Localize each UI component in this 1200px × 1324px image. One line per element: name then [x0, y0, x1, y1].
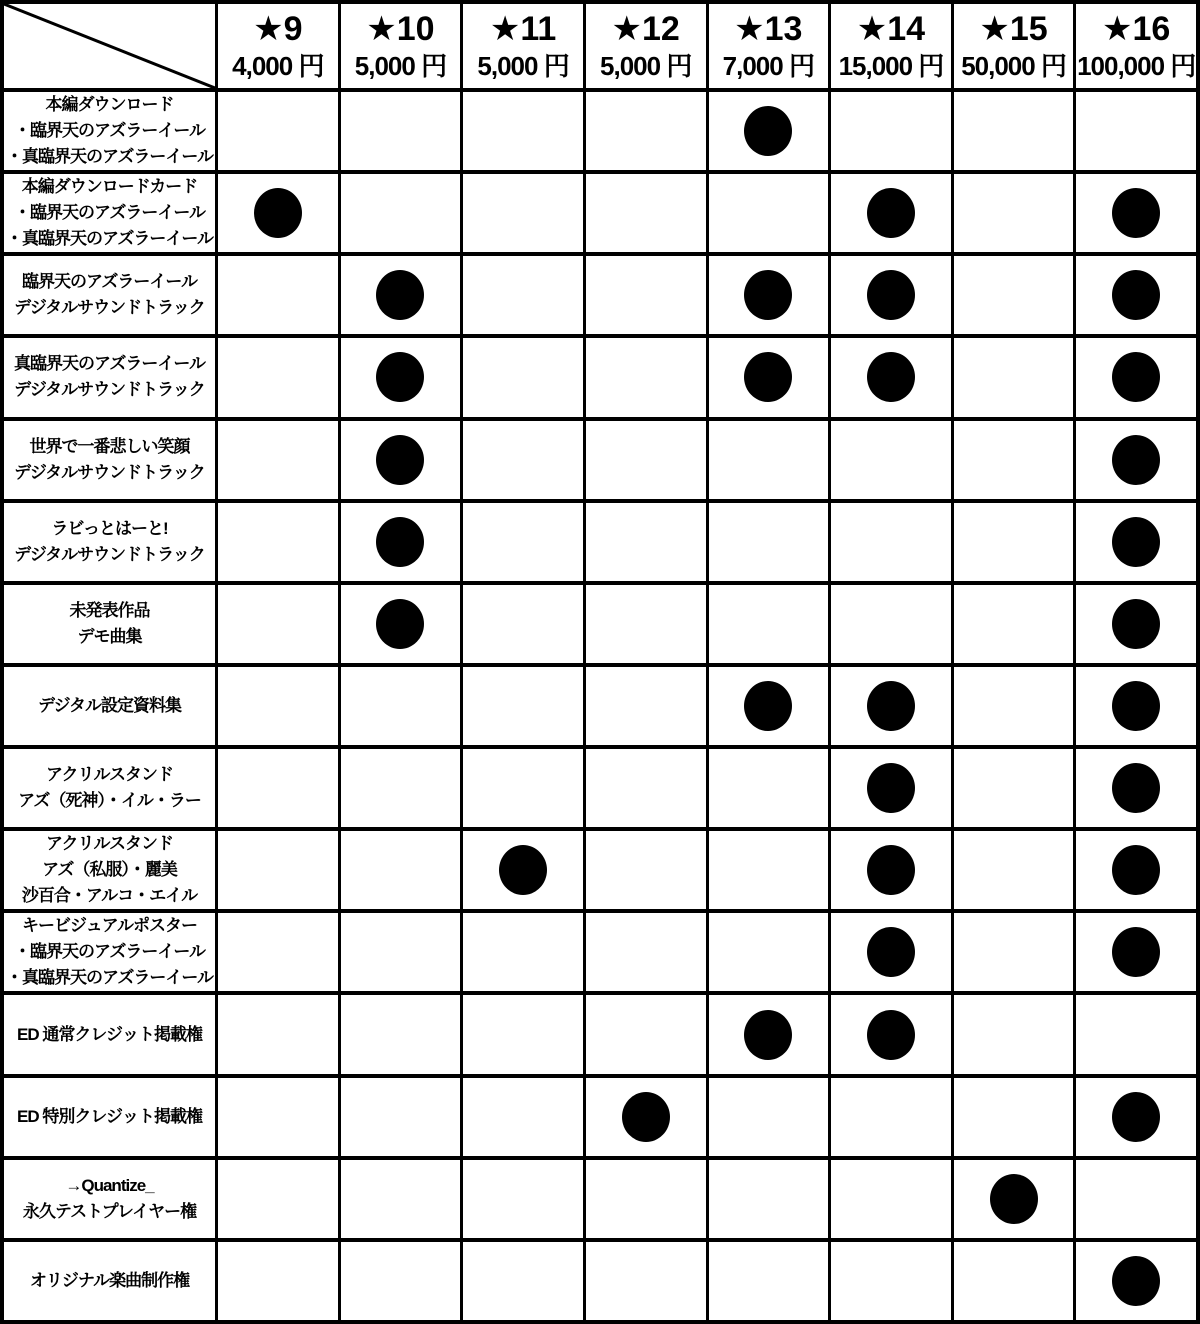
matrix-cell-r8-c4	[583, 663, 706, 745]
matrix-cell-r11-c2	[338, 909, 461, 991]
reward-row-label	[4, 991, 215, 1073]
reward-label-line: アズ（死神）・イル・ラー	[18, 791, 201, 811]
included-dot	[744, 681, 792, 731]
reward-label-line: 世界で一番悲しい笑顔	[29, 436, 190, 456]
tier-price-label: 15,000 円	[838, 51, 944, 81]
matrix-cell-r6-c8	[1073, 499, 1196, 581]
matrix-cell-r7-c8	[1073, 581, 1196, 663]
matrix-cell-r9-c8	[1073, 745, 1196, 827]
reward-label-line: オリジナル楽曲制作権	[29, 1270, 190, 1290]
matrix-cell-r4-c5	[706, 334, 829, 416]
reward-label-line: ・臨界天のアズラーイール	[14, 121, 205, 141]
matrix-cell-r2-c2	[338, 170, 461, 252]
matrix-cell-r4-c3	[460, 334, 583, 416]
matrix-cell-r12-c4	[583, 991, 706, 1073]
reward-row-label	[4, 909, 215, 991]
corner-cell	[4, 4, 215, 88]
matrix-cell-r10-c7	[951, 827, 1074, 909]
matrix-cell-r15-c4	[583, 1238, 706, 1320]
matrix-cell-r12-c1	[215, 991, 338, 1073]
included-dot	[1112, 517, 1160, 567]
matrix-cell-r4-c2	[338, 334, 461, 416]
included-dot	[744, 106, 792, 156]
tier-star-label: ★11	[489, 10, 557, 48]
reward-row-label	[4, 170, 215, 252]
included-dot	[1112, 435, 1160, 485]
matrix-cell-r11-c4	[583, 909, 706, 991]
matrix-cell-r6-c3	[460, 499, 583, 581]
matrix-cell-r8-c3	[460, 663, 583, 745]
matrix-cell-r8-c6	[828, 663, 951, 745]
matrix-cell-r12-c3	[460, 991, 583, 1073]
reward-row-label	[4, 827, 215, 909]
matrix-cell-r3-c3	[460, 252, 583, 334]
reward-label-line: →Quantize_	[65, 1175, 154, 1195]
reward-row-label	[4, 1074, 215, 1156]
included-dot	[1112, 270, 1160, 320]
matrix-cell-r9-c5	[706, 745, 829, 827]
matrix-cell-r9-c6	[828, 745, 951, 827]
included-dot	[1112, 845, 1160, 895]
included-dot	[990, 1174, 1038, 1224]
matrix-cell-r10-c8	[1073, 827, 1196, 909]
matrix-cell-r2-c3	[460, 170, 583, 252]
reward-label-line: ・真臨界天のアズラーイール	[6, 968, 213, 988]
included-dot	[867, 1010, 915, 1060]
matrix-cell-r13-c8	[1073, 1074, 1196, 1156]
reward-label-line: ED 特別クレジット掲載権	[17, 1106, 202, 1126]
matrix-cell-r12-c8	[1073, 991, 1196, 1073]
reward-row-label	[4, 745, 215, 827]
matrix-cell-r8-c7	[951, 663, 1074, 745]
reward-label-line: 未発表作品	[69, 600, 150, 620]
reward-label-line: 本編ダウンロードカード	[21, 177, 198, 197]
matrix-cell-r15-c2	[338, 1238, 461, 1320]
reward-label-line: デジタル設定資料集	[38, 695, 181, 715]
matrix-cell-r7-c2	[338, 581, 461, 663]
included-dot	[499, 845, 547, 895]
included-dot	[376, 270, 424, 320]
included-dot	[867, 845, 915, 895]
matrix-cell-r13-c3	[460, 1074, 583, 1156]
tier-price-label: 4,000 円	[232, 51, 324, 81]
matrix-cell-r12-c2	[338, 991, 461, 1073]
matrix-cell-r1-c3	[460, 88, 583, 170]
matrix-cell-r1-c6	[828, 88, 951, 170]
matrix-cell-r3-c1	[215, 252, 338, 334]
tier-star-label: ★9	[253, 10, 303, 48]
matrix-cell-r1-c2	[338, 88, 461, 170]
matrix-cell-r12-c7	[951, 991, 1074, 1073]
tier-header-star16	[1073, 4, 1196, 88]
matrix-cell-r15-c7	[951, 1238, 1074, 1320]
reward-label-line: ED 通常クレジット掲載権	[17, 1024, 202, 1044]
included-dot	[254, 188, 302, 238]
matrix-cell-r3-c5	[706, 252, 829, 334]
matrix-cell-r10-c1	[215, 827, 338, 909]
matrix-cell-r2-c1	[215, 170, 338, 252]
tier-header-star11	[460, 4, 583, 88]
tier-price-label: 5,000 円	[600, 51, 692, 81]
reward-label-line: ・臨界天のアズラーイール	[14, 203, 205, 223]
reward-label-line: デジタルサウンドトラック	[14, 298, 205, 318]
tier-header-star10	[338, 4, 461, 88]
matrix-cell-r15-c5	[706, 1238, 829, 1320]
matrix-cell-r3-c8	[1073, 252, 1196, 334]
matrix-cell-r3-c2	[338, 252, 461, 334]
matrix-cell-r7-c3	[460, 581, 583, 663]
tier-star-label: ★16	[1102, 10, 1171, 48]
tier-star-label: ★10	[366, 10, 435, 48]
matrix-cell-r6-c6	[828, 499, 951, 581]
matrix-cell-r9-c4	[583, 745, 706, 827]
matrix-cell-r13-c1	[215, 1074, 338, 1156]
tier-star-label: ★13	[734, 10, 803, 48]
matrix-cell-r6-c1	[215, 499, 338, 581]
included-dot	[1112, 1092, 1160, 1142]
matrix-cell-r7-c6	[828, 581, 951, 663]
reward-row-label	[4, 581, 215, 663]
matrix-cell-r2-c5	[706, 170, 829, 252]
matrix-cell-r5-c3	[460, 417, 583, 499]
matrix-cell-r7-c7	[951, 581, 1074, 663]
tier-header-star9	[215, 4, 338, 88]
matrix-cell-r12-c6	[828, 991, 951, 1073]
reward-label-line: デジタルサウンドトラック	[14, 380, 205, 400]
reward-row-label	[4, 252, 215, 334]
matrix-cell-r1-c5	[706, 88, 829, 170]
reward-label-line: デジタルサウンドトラック	[14, 544, 205, 564]
matrix-cell-r8-c2	[338, 663, 461, 745]
matrix-cell-r11-c3	[460, 909, 583, 991]
reward-row-label	[4, 417, 215, 499]
matrix-cell-r10-c4	[583, 827, 706, 909]
matrix-cell-r13-c5	[706, 1074, 829, 1156]
matrix-cell-r10-c5	[706, 827, 829, 909]
matrix-cell-r15-c6	[828, 1238, 951, 1320]
matrix-cell-r3-c7	[951, 252, 1074, 334]
matrix-cell-r13-c7	[951, 1074, 1074, 1156]
matrix-cell-r7-c4	[583, 581, 706, 663]
included-dot	[867, 270, 915, 320]
matrix-cell-r5-c4	[583, 417, 706, 499]
matrix-cell-r5-c1	[215, 417, 338, 499]
tier-star-label: ★12	[611, 10, 680, 48]
reward-label-line: ラビっとはーと!	[51, 518, 168, 538]
reward-row-label	[4, 1156, 215, 1238]
included-dot	[867, 188, 915, 238]
included-dot	[1112, 927, 1160, 977]
included-dot	[622, 1092, 670, 1142]
reward-label-line: ・臨界天のアズラーイール	[14, 942, 205, 962]
matrix-cell-r3-c4	[583, 252, 706, 334]
reward-label-line: 沙百合・アルコ・エイル	[21, 886, 198, 906]
matrix-cell-r5-c8	[1073, 417, 1196, 499]
matrix-cell-r14-c4	[583, 1156, 706, 1238]
included-dot	[867, 352, 915, 402]
reward-label-line: 本編ダウンロード	[45, 95, 174, 115]
included-dot	[744, 270, 792, 320]
included-dot	[376, 435, 424, 485]
included-dot	[744, 352, 792, 402]
matrix-cell-r6-c5	[706, 499, 829, 581]
matrix-cell-r1-c7	[951, 88, 1074, 170]
matrix-cell-r4-c7	[951, 334, 1074, 416]
matrix-cell-r1-c1	[215, 88, 338, 170]
included-dot	[867, 681, 915, 731]
included-dot	[1112, 188, 1160, 238]
reward-label-line: 臨界天のアズラーイール	[22, 272, 197, 292]
matrix-cell-r11-c8	[1073, 909, 1196, 991]
included-dot	[376, 599, 424, 649]
matrix-cell-r14-c5	[706, 1156, 829, 1238]
reward-label-line: デジタルサウンドトラック	[14, 462, 205, 482]
reward-row-label	[4, 499, 215, 581]
matrix-cell-r14-c3	[460, 1156, 583, 1238]
matrix-cell-r14-c7	[951, 1156, 1074, 1238]
included-dot	[1112, 763, 1160, 813]
matrix-cell-r4-c1	[215, 334, 338, 416]
reward-label-line: ・真臨界天のアズラーイール	[6, 229, 213, 249]
matrix-cell-r9-c3	[460, 745, 583, 827]
included-dot	[1112, 681, 1160, 731]
tier-star-label: ★14	[856, 10, 926, 48]
matrix-cell-r3-c6	[828, 252, 951, 334]
reward-label-line: ・真臨界天のアズラーイール	[6, 147, 213, 167]
tier-header-star14	[828, 4, 951, 88]
reward-row-label	[4, 663, 215, 745]
reward-label-line: 真臨界天のアズラーイール	[14, 354, 205, 374]
matrix-cell-r13-c6	[828, 1074, 951, 1156]
matrix-cell-r6-c2	[338, 499, 461, 581]
matrix-cell-r8-c8	[1073, 663, 1196, 745]
matrix-cell-r14-c1	[215, 1156, 338, 1238]
diagonal-line	[4, 4, 215, 88]
matrix-cell-r14-c2	[338, 1156, 461, 1238]
matrix-cell-r15-c8	[1073, 1238, 1196, 1320]
matrix-cell-r10-c2	[338, 827, 461, 909]
matrix-cell-r15-c1	[215, 1238, 338, 1320]
matrix-cell-r11-c7	[951, 909, 1074, 991]
matrix-cell-r5-c2	[338, 417, 461, 499]
matrix-cell-r5-c5	[706, 417, 829, 499]
matrix-cell-r15-c3	[460, 1238, 583, 1320]
matrix-cell-r2-c7	[951, 170, 1074, 252]
matrix-cell-r1-c8	[1073, 88, 1196, 170]
matrix-cell-r6-c7	[951, 499, 1074, 581]
matrix-cell-r6-c4	[583, 499, 706, 581]
matrix-cell-r8-c5	[706, 663, 829, 745]
tier-price-label: 5,000 円	[354, 51, 447, 81]
included-dot	[867, 763, 915, 813]
matrix-cell-r7-c1	[215, 581, 338, 663]
matrix-cell-r5-c6	[828, 417, 951, 499]
included-dot	[867, 927, 915, 977]
reward-label-line: アズ（私服）・麗美	[42, 860, 177, 880]
matrix-cell-r10-c3	[460, 827, 583, 909]
matrix-cell-r5-c7	[951, 417, 1074, 499]
reward-row-label	[4, 1238, 215, 1320]
matrix-cell-r13-c2	[338, 1074, 461, 1156]
included-dot	[744, 1010, 792, 1060]
tier-header-star12	[583, 4, 706, 88]
matrix-cell-r14-c6	[828, 1156, 951, 1238]
matrix-cell-r4-c6	[828, 334, 951, 416]
reward-label-line: アクリルスタンド	[46, 765, 173, 785]
tier-price-label: 50,000 円	[961, 51, 1066, 81]
matrix-cell-r9-c2	[338, 745, 461, 827]
included-dot	[1112, 599, 1160, 649]
tier-price-label: 7,000 円	[722, 51, 814, 81]
matrix-cell-r11-c6	[828, 909, 951, 991]
matrix-cell-r2-c4	[583, 170, 706, 252]
matrix-cell-r4-c4	[583, 334, 706, 416]
reward-label-line: アクリルスタンド	[46, 834, 173, 854]
matrix-cell-r2-c8	[1073, 170, 1196, 252]
included-dot	[376, 352, 424, 402]
tier-price-label: 100,000 円	[1077, 51, 1196, 81]
matrix-cell-r11-c5	[706, 909, 829, 991]
reward-row-label	[4, 334, 215, 416]
tier-star-label: ★15	[979, 10, 1048, 48]
matrix-cell-r1-c4	[583, 88, 706, 170]
reward-label-line: 永久テストプレイヤー権	[22, 1201, 197, 1221]
reward-row-label	[4, 88, 215, 170]
matrix-cell-r10-c6	[828, 827, 951, 909]
reward-label-line: デモ曲集	[77, 626, 142, 646]
matrix-cell-r12-c5	[706, 991, 829, 1073]
tier-header-star13	[706, 4, 829, 88]
included-dot	[1112, 1256, 1160, 1306]
matrix-cell-r9-c1	[215, 745, 338, 827]
matrix-cell-r7-c5	[706, 581, 829, 663]
matrix-cell-r4-c8	[1073, 334, 1196, 416]
matrix-cell-r2-c6	[828, 170, 951, 252]
matrix-cell-r11-c1	[215, 909, 338, 991]
tier-header-star15	[951, 4, 1074, 88]
matrix-cell-r9-c7	[951, 745, 1074, 827]
matrix-cell-r14-c8	[1073, 1156, 1196, 1238]
tier-price-label: 5,000 円	[477, 51, 569, 81]
matrix-cell-r8-c1	[215, 663, 338, 745]
included-dot	[376, 517, 424, 567]
reward-label-line: キービジュアルポスター	[22, 916, 197, 936]
matrix-cell-r13-c4	[583, 1074, 706, 1156]
included-dot	[1112, 352, 1160, 402]
